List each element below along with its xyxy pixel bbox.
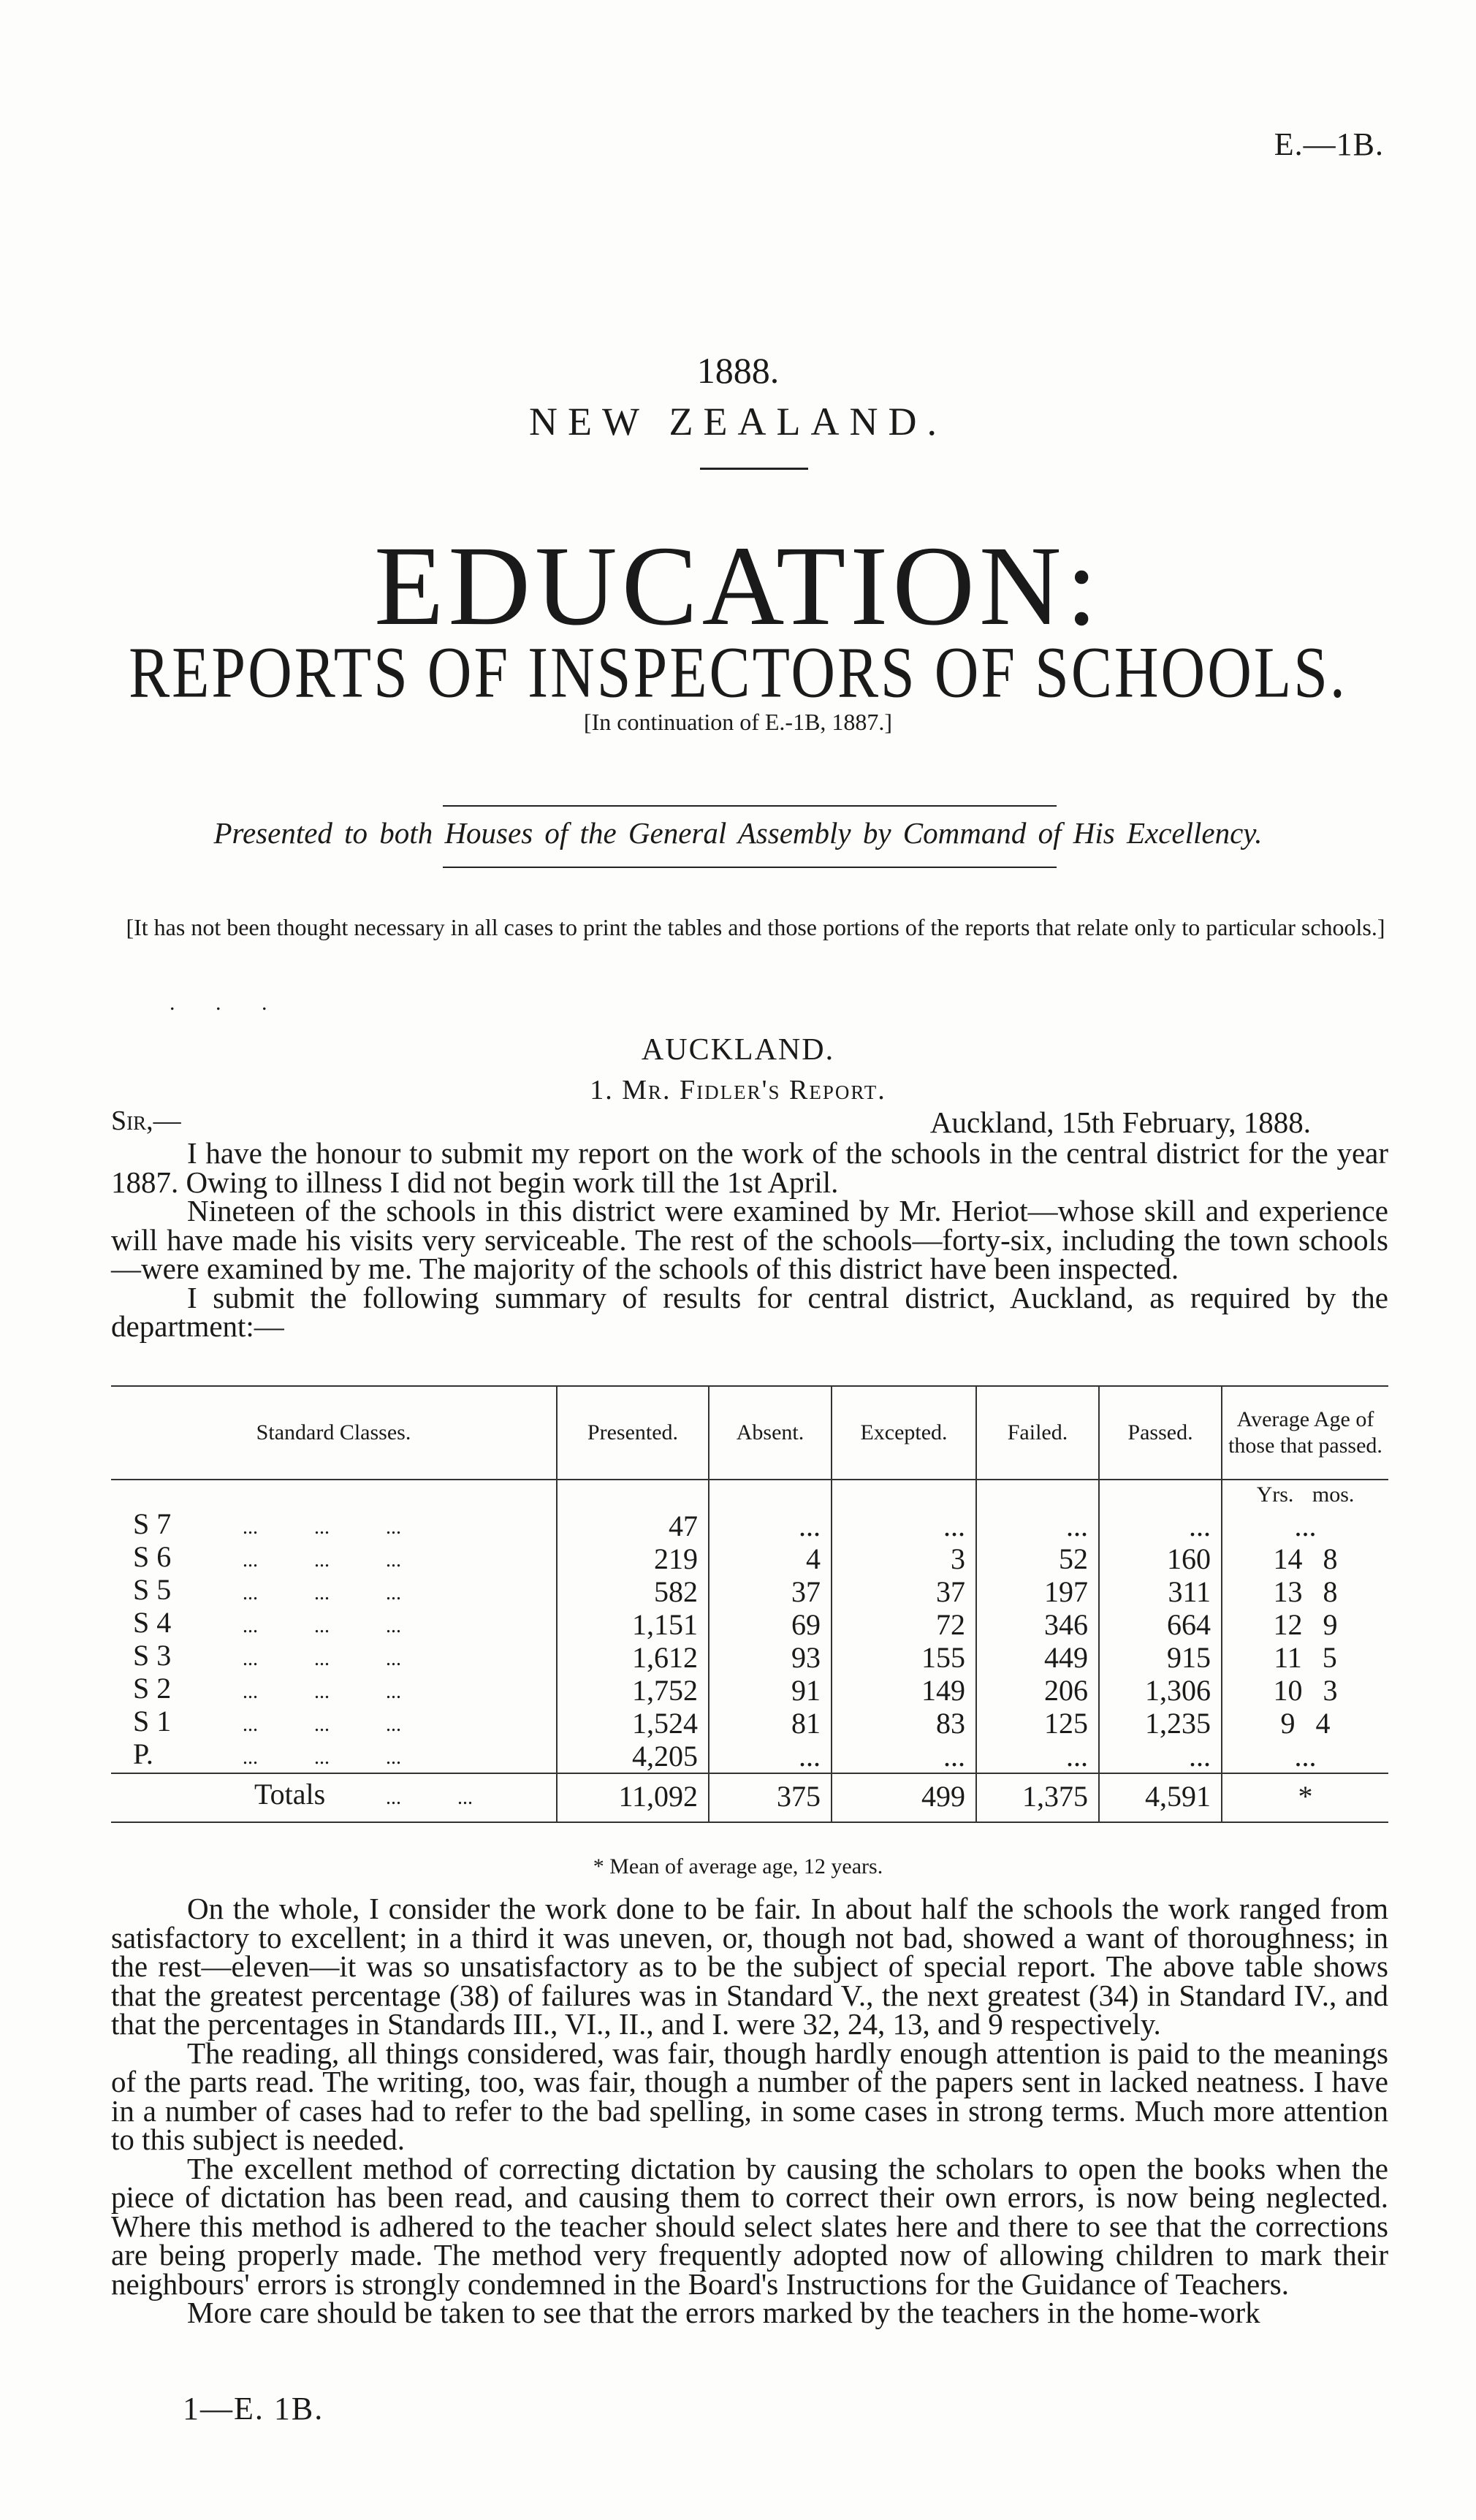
- class-label: S 2: [133, 1672, 172, 1705]
- class-label: S 1: [133, 1705, 172, 1737]
- paragraph: The reading, all things considered, was fair, though hardly enough attention is paid to the meanings of the parts read. The writing, too, was fair, though a number of the papers sent in lacked neatness. I have in a number of cases had to refer to the bad spelling, in some cases in strong terms. Much more attention to this subject is needed.: [111, 2036, 1388, 2156]
- age-cell: ...: [1222, 1740, 1388, 1773]
- paragraph: The excellent method of correcting dictation by causing the scholars to open the books when the piece of dictation has been read, and causing them to correct their own errors, is now being neglected. Where this method is adhered to the teacher should select slates here and there to see that the corrections are being properly made. The method very frequently adopted now of allowing children to mark their neighbours' errors is strongly condemned in the Board's Instructions for the Guidance of Teachers.: [111, 2151, 1388, 2301]
- header-presented: Presented.: [557, 1386, 709, 1480]
- presented-cell: 1,524: [557, 1707, 709, 1740]
- leader-dots: ... ... ...: [243, 1648, 401, 1670]
- passed-cell: 664: [1099, 1608, 1222, 1641]
- total-presented-cell: 11,092: [557, 1773, 709, 1822]
- units-row: [111, 1480, 1388, 1510]
- excepted-cell: 149: [832, 1674, 976, 1707]
- failed-cell: 449: [976, 1641, 1099, 1674]
- salutation: Sir,—: [111, 1105, 181, 1136]
- header-average-age: Average Age of those that passed.: [1222, 1386, 1388, 1480]
- class-label: P.: [133, 1737, 153, 1770]
- standard-class-cell: [111, 1608, 557, 1641]
- intro-text: [111, 1136, 1388, 1343]
- table-footnote: * Mean of average age, 12 years.: [593, 1854, 883, 1878]
- presented-cell: 582: [557, 1575, 709, 1608]
- totals-label: Totals: [254, 1778, 326, 1811]
- absent-cell: 4: [709, 1542, 832, 1575]
- total-passed-cell: 4,591: [1099, 1773, 1222, 1822]
- age-cell: 10 3: [1222, 1674, 1388, 1707]
- leader-dots: ... ... ...: [243, 1549, 401, 1572]
- absent-cell: 93: [709, 1641, 832, 1674]
- leader-dots: ... ... ...: [243, 1713, 401, 1736]
- passed-cell: 1,306: [1099, 1674, 1222, 1707]
- excepted-cell: 83: [832, 1707, 976, 1740]
- passed-cell: 1,235: [1099, 1707, 1222, 1740]
- table-row: [111, 1674, 1388, 1707]
- passed-cell: ...: [1099, 1510, 1222, 1542]
- leader-dots: ... ... ...: [243, 1516, 401, 1539]
- excepted-cell: 155: [832, 1641, 976, 1674]
- class-label: S 5: [133, 1573, 172, 1606]
- presented-cell: 1,612: [557, 1641, 709, 1674]
- page-folio: 1—E. 1B.: [183, 2391, 324, 2426]
- header-absent: Absent.: [709, 1386, 832, 1480]
- failed-cell: 197: [976, 1575, 1099, 1608]
- standard-class-cell: [111, 1707, 557, 1740]
- document-subtitle: REPORTS OF INSPECTORS OF SCHOOLS.: [129, 633, 1347, 713]
- table-row: [111, 1510, 1388, 1542]
- standard-class-cell: [111, 1575, 557, 1608]
- table-row: [111, 1575, 1388, 1608]
- leader-dots: ... ... ...: [243, 1680, 401, 1703]
- table-row: [111, 1707, 1388, 1740]
- age-cell: 13 8: [1222, 1575, 1388, 1608]
- age-cell: ...: [1222, 1510, 1388, 1542]
- table-row: [111, 1740, 1388, 1773]
- header-standard-classes: Standard Classes.: [256, 1420, 411, 1444]
- year-heading: 1888.: [696, 350, 780, 391]
- standard-class-cell: [111, 1542, 557, 1575]
- age-cell: 11 5: [1222, 1641, 1388, 1674]
- excepted-cell: ...: [832, 1510, 976, 1542]
- total-excepted-cell: 499: [832, 1773, 976, 1822]
- passed-cell: 160: [1099, 1542, 1222, 1575]
- report-heading: 1. Mr. Fidler's Report.: [590, 1075, 886, 1105]
- totals-row: [111, 1773, 1388, 1822]
- district-heading: AUCKLAND.: [641, 1033, 835, 1067]
- standard-class-cell: [111, 1641, 557, 1674]
- leader-dots: ... ...: [386, 1786, 473, 1809]
- leader-dots: ... ... ...: [243, 1582, 401, 1604]
- header-failed: Failed.: [976, 1386, 1099, 1480]
- presented-cell: 4,205: [557, 1740, 709, 1773]
- table-header-row: [111, 1386, 1388, 1480]
- excepted-cell: 37: [832, 1575, 976, 1608]
- passed-cell: ...: [1099, 1740, 1222, 1773]
- standard-class-cell: [111, 1674, 557, 1707]
- paragraph: I submit the following summary of results for central district, Auckland, as required by the department:—: [111, 1280, 1388, 1343]
- presented-line: Presented to both Houses of the General Assembly by Command of His Excellency.: [213, 816, 1263, 850]
- separator-dots: . . .: [170, 991, 285, 1015]
- total-absent-cell: 375: [709, 1773, 832, 1822]
- paragraph: I have the honour to submit my report on the work of the schools in the central district for the year 1887. Owing to illness I did not begin work till the 1st April.: [111, 1136, 1388, 1199]
- bottom-rule: [443, 867, 1057, 868]
- header-passed: Passed.: [1099, 1386, 1222, 1480]
- absent-cell: 81: [709, 1707, 832, 1740]
- passed-cell: 311: [1099, 1575, 1222, 1608]
- absent-cell: 91: [709, 1674, 832, 1707]
- dateline: Auckland, 15th February, 1888.: [929, 1105, 1311, 1139]
- class-label: S 3: [133, 1639, 172, 1672]
- age-cell: 9 4: [1222, 1707, 1388, 1740]
- failed-cell: 52: [976, 1542, 1099, 1575]
- paragraph: Nineteen of the schools in this district were examined by Mr. Heriot—whose skill and experience will have made his visits very serviceable. The rest of the schools—forty-six, including the town schools—were examined by me. The majority of the schools of this district have been inspected.: [111, 1194, 1388, 1285]
- document-title: EDUCATION:: [374, 522, 1102, 649]
- absent-cell: 37: [709, 1575, 832, 1608]
- failed-cell: ...: [976, 1740, 1099, 1773]
- failed-cell: 125: [976, 1707, 1099, 1740]
- age-cell: 14 8: [1222, 1542, 1388, 1575]
- top-rule: [443, 805, 1057, 807]
- absent-cell: ...: [709, 1510, 832, 1542]
- editorial-note: [It has not been thought necessary in all cases to print the tables and those portions of the reports that relate only to particular schools.]: [126, 914, 1385, 940]
- class-label: S 4: [133, 1606, 172, 1639]
- table-row: [111, 1608, 1388, 1641]
- leader-dots: ... ... ...: [243, 1615, 401, 1637]
- presented-cell: 1,752: [557, 1674, 709, 1707]
- excepted-cell: ...: [832, 1740, 976, 1773]
- passed-cell: 915: [1099, 1641, 1222, 1674]
- continuation-note: [In continuation of E.-1B, 1887.]: [583, 709, 893, 735]
- failed-cell: ...: [976, 1510, 1099, 1542]
- short-divider: [700, 468, 808, 470]
- excepted-cell: 72: [832, 1608, 976, 1641]
- header-excepted: Excepted.: [832, 1386, 976, 1480]
- total-failed-cell: 1,375: [976, 1773, 1099, 1822]
- standard-class-cell: [111, 1507, 557, 1542]
- standard-class-cell: [111, 1737, 557, 1773]
- excepted-cell: 3: [832, 1542, 976, 1575]
- total-age-cell: *: [1222, 1773, 1388, 1822]
- results-table: [111, 1385, 1388, 1823]
- table-row: [111, 1542, 1388, 1575]
- totals-label-cell: [111, 1773, 557, 1822]
- class-label: S 6: [133, 1540, 172, 1573]
- leader-dots: ... ... ...: [243, 1746, 401, 1769]
- class-label: S 7: [133, 1507, 172, 1540]
- paragraph: More care should be taken to see that the errors marked by the teachers in the home-work: [187, 2296, 1260, 2329]
- presented-cell: 219: [557, 1542, 709, 1575]
- country-heading: NEW ZEALAND.: [529, 400, 947, 444]
- failed-cell: 346: [976, 1608, 1099, 1641]
- table-row: [111, 1641, 1388, 1674]
- document-reference: E.—1B.: [1274, 126, 1384, 162]
- presented-cell: 1,151: [557, 1608, 709, 1641]
- paragraph: On the whole, I consider the work done to be fair. In about half the schools the work ranged from satisfactory to excellent; in a third it was uneven, or, though not bad, showed a want of thoroughness; in the rest—eleven—it was so unsatisfactory as to be the subject of special report. The above table shows that the greatest percentage (38) of failures was in Standard V., the next greatest (34) in Standard IV., and that the percentages in Standards III., VI., II., and I. were 32, 24, 13, and 9 respectively.: [111, 1892, 1388, 2041]
- main-text: [111, 1892, 1388, 2329]
- age-cell: 12 9: [1222, 1608, 1388, 1641]
- failed-cell: 206: [976, 1674, 1099, 1707]
- absent-cell: ...: [709, 1740, 832, 1773]
- absent-cell: 69: [709, 1608, 832, 1641]
- age-units: Yrs. mos.: [1222, 1480, 1388, 1510]
- presented-cell: 47: [557, 1510, 709, 1542]
